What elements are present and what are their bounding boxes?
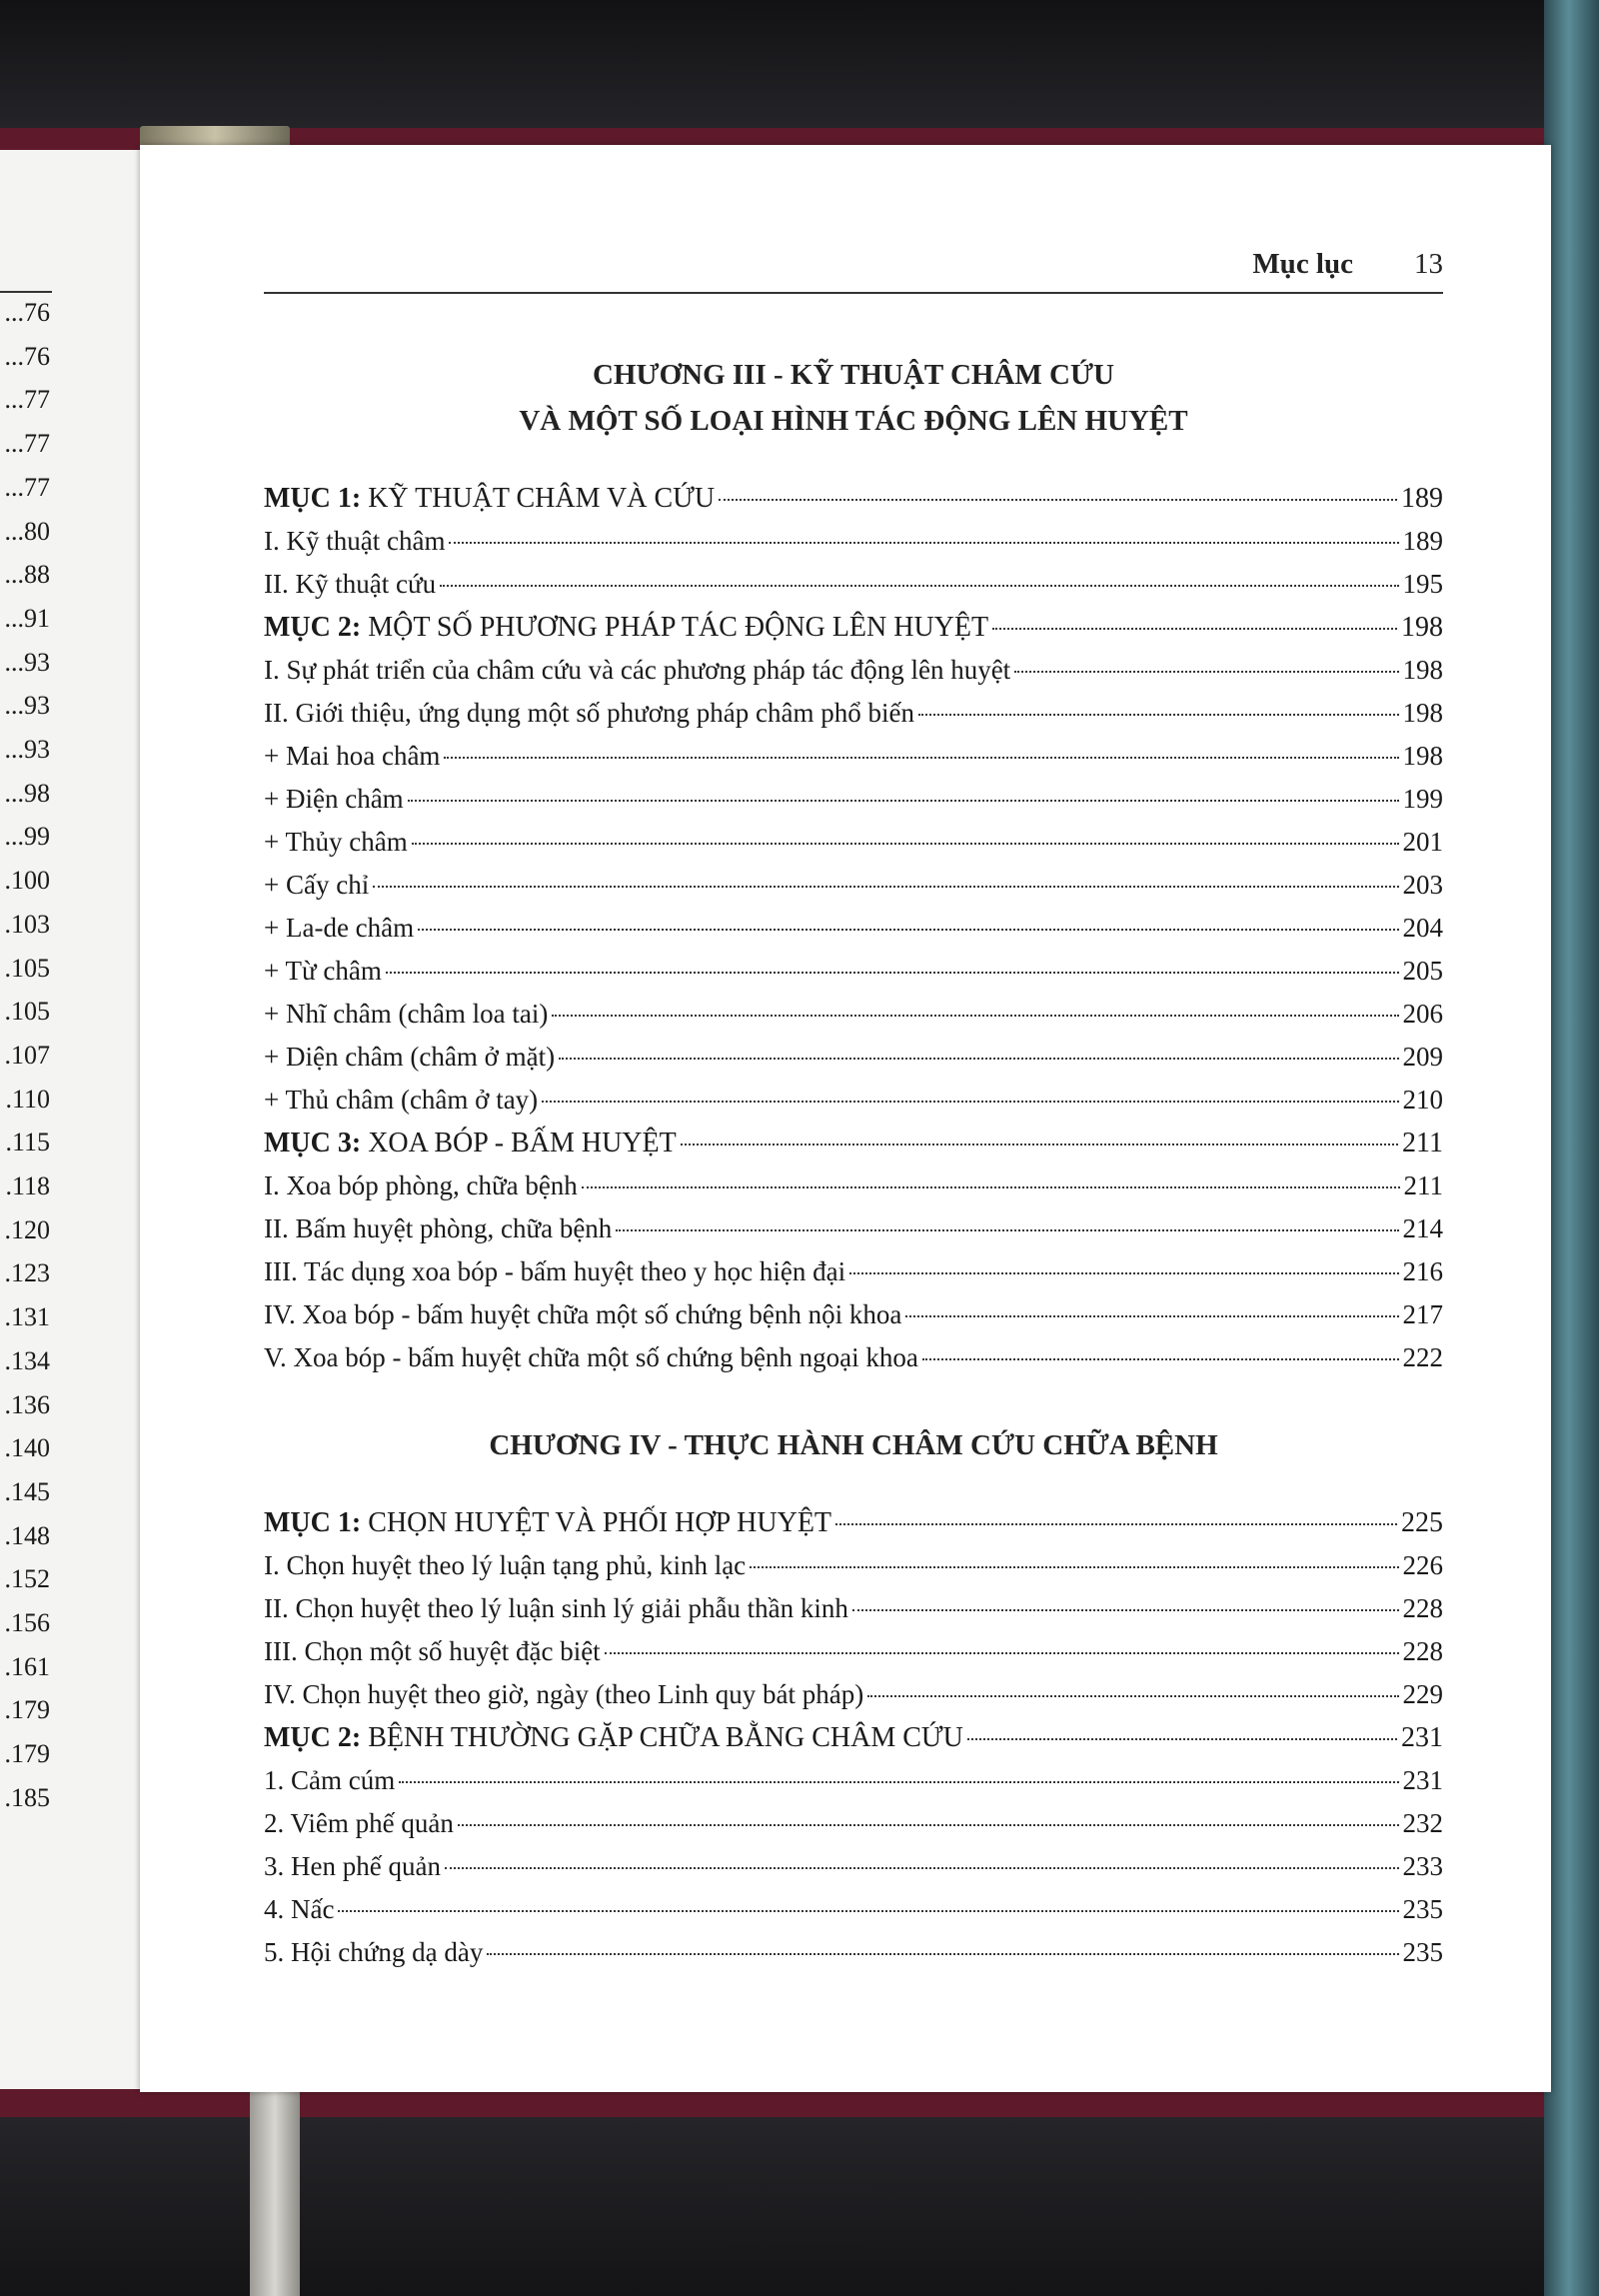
toc-entry-label <box>264 1170 578 1201</box>
toc-page-number: 229 <box>1402 1679 1443 1709</box>
toc-entry <box>264 1299 1443 1342</box>
toc-entry-text: IV. Xoa bóp - bấm huyệt chữa một số chứng bệnh nội khoa <box>264 1299 902 1329</box>
toc-dot-leader <box>418 929 1398 931</box>
toc-entry <box>264 1256 1443 1299</box>
toc-dot-leader <box>852 1609 1399 1611</box>
toc-dot-leader <box>1014 671 1398 673</box>
chapter-4-title-line: CHƯƠNG IV - THỰC HÀNH CHÂM CỨU CHỮA BỆNH <box>489 1429 1218 1461</box>
toc-entry-label <box>264 1593 848 1624</box>
toc-dot-leader <box>445 1867 1399 1869</box>
toc-dot-leader <box>444 757 1398 759</box>
toc-entry <box>264 1213 1443 1256</box>
toc-page-number: 231 <box>1401 1722 1443 1753</box>
toc-page-number: 211 <box>1403 1170 1443 1200</box>
toc-page-number: 195 <box>1402 569 1443 599</box>
left-page-number: .100 <box>4 866 50 896</box>
toc-entry <box>264 913 1443 956</box>
left-page-number: ...99 <box>4 822 50 852</box>
toc-dot-leader <box>605 1652 1399 1654</box>
toc-entry-label <box>264 698 914 729</box>
left-page-number: ...80 <box>4 516 50 546</box>
toc-entry-label <box>264 784 404 815</box>
toc-dot-leader <box>373 886 1398 888</box>
toc-entry-label <box>264 1937 483 1968</box>
toc-entry-text: III. Tác dụng xoa bóp - bấm huyệt theo y học hiện đại <box>264 1256 846 1286</box>
toc-page-number: 210 <box>1402 1085 1443 1115</box>
toc-entry-text: XOA BÓP - BẤM HUYỆT <box>361 1128 677 1158</box>
toc-entry-label <box>264 569 436 600</box>
toc-dot-leader <box>918 714 1399 716</box>
toc-page-number: 198 <box>1402 741 1443 771</box>
left-page-number: .185 <box>4 1782 50 1812</box>
toc-entry-label <box>264 1213 612 1244</box>
scanner-background-top <box>0 0 1599 140</box>
toc-entry-text: 3. Hen phế quản <box>264 1851 441 1881</box>
toc-entry-text: II. Bấm huyệt phòng, chữa bệnh <box>264 1213 613 1243</box>
toc-entry-text: V. Xoa bóp - bấm huyệt chữa một số chứng bệnh ngoại khoa <box>264 1342 918 1372</box>
toc-entry-text: CHỌN HUYỆT VÀ PHỐI HỢP HUYỆT <box>361 1507 832 1538</box>
left-page-number: ...77 <box>4 472 50 502</box>
toc-entry-text: + Từ châm <box>264 956 382 986</box>
toc-dot-leader <box>440 585 1398 587</box>
toc-page-number: 216 <box>1402 1256 1443 1286</box>
toc-entry-text: + Mai hoa châm <box>264 741 441 771</box>
left-page-number: .110 <box>5 1084 50 1114</box>
toc-dot-leader <box>559 1058 1398 1060</box>
toc-entry-label <box>264 1128 677 1159</box>
toc-dot-leader <box>849 1272 1398 1274</box>
toc-entry-text: 1. Cảm cúm <box>264 1765 396 1795</box>
toc-entry <box>264 1042 1443 1085</box>
left-page-number: .156 <box>4 1608 50 1637</box>
left-page-number: .105 <box>4 953 50 983</box>
left-page-number: .103 <box>4 909 50 939</box>
toc-entry-text: III. Chọn một số huyệt đặc biệt <box>264 1636 601 1666</box>
toc-page-number: 226 <box>1402 1550 1443 1580</box>
toc-dot-leader <box>408 800 1399 802</box>
toc-dot-leader <box>487 1953 1398 1955</box>
toc-dot-leader <box>922 1358 1399 1360</box>
toc-section-prefix: MỤC 3: <box>264 1128 362 1158</box>
toc-entry <box>264 1593 1443 1636</box>
toc-entry-label <box>264 870 369 901</box>
toc-entry <box>264 1085 1443 1128</box>
left-page-header-rule <box>0 291 52 293</box>
chapter-3-title <box>264 352 1443 444</box>
toc-dot-leader <box>616 1229 1398 1231</box>
left-page-number: .134 <box>4 1345 50 1375</box>
toc-entry-text: I. Chọn huyệt theo lý luận tạng phủ, kinh lạc <box>264 1550 747 1580</box>
toc-entry-label <box>264 1342 918 1373</box>
toc-section-prefix: MỤC 1: <box>264 1507 362 1538</box>
left-page-number: ...93 <box>4 735 50 764</box>
toc-entry <box>264 1170 1443 1213</box>
left-page-number: ...77 <box>4 429 50 459</box>
toc-page-number: 211 <box>1402 1128 1443 1158</box>
toc-page-number: 235 <box>1402 1937 1443 1967</box>
toc-dot-leader <box>386 972 1399 974</box>
left-page-number: ...91 <box>4 603 50 633</box>
toc-page-number: 209 <box>1402 1042 1443 1072</box>
toc-page-number: 206 <box>1402 999 1443 1029</box>
toc-entry-text: + Cấy chỉ <box>264 870 370 900</box>
toc-dot-leader <box>681 1144 1398 1146</box>
toc-entry <box>264 1937 1443 1980</box>
left-page-number: .140 <box>4 1433 50 1463</box>
toc-page-number: 235 <box>1402 1894 1443 1924</box>
toc-entry-text: MỘT SỐ PHƯƠNG PHÁP TÁC ĐỘNG LÊN HUYỆT <box>361 612 989 643</box>
toc-entry-text: 2. Viêm phế quản <box>264 1808 454 1838</box>
toc-entry-label <box>264 1894 334 1925</box>
toc-entry-text: KỸ THUẬT CHÂM VÀ CỨU <box>361 483 716 514</box>
toc-page-number: 233 <box>1402 1851 1443 1881</box>
toc-page-number: 214 <box>1402 1213 1443 1243</box>
toc-dot-leader <box>412 843 1399 845</box>
left-page-number: ...77 <box>4 385 50 415</box>
toc-page-number: 205 <box>1402 956 1443 986</box>
toc-page-number: 232 <box>1402 1808 1443 1838</box>
left-page-number: ...76 <box>4 341 50 371</box>
header-page-number: 13 <box>1414 248 1443 280</box>
left-page-number: .107 <box>4 1040 50 1070</box>
toc-entry-label <box>264 1550 746 1581</box>
toc-dot-leader <box>835 1523 1397 1525</box>
chapter-3-title-line-1: CHƯƠNG III - KỸ THUẬT CHÂM CỨU <box>592 359 1114 391</box>
toc-entry-label <box>264 1042 555 1073</box>
toc-entry <box>264 569 1443 612</box>
toc-entry-label <box>264 1851 441 1882</box>
toc-section-entry <box>264 1722 1443 1765</box>
toc-entry-text: + Nhĩ châm (châm loa tai) <box>264 999 549 1029</box>
header-title: Mục lục <box>1252 248 1353 280</box>
toc-entry <box>264 526 1443 569</box>
left-page-number: .152 <box>4 1564 50 1594</box>
toc-entry-text: II. Chọn huyệt theo lý luận sinh lý giải phẫu thần kinh <box>264 1593 848 1623</box>
toc-entry-label <box>264 1636 601 1667</box>
toc-entry-label <box>264 956 382 987</box>
toc-page-number: 198 <box>1402 655 1443 685</box>
left-page-number: .131 <box>4 1302 50 1332</box>
toc-entry-text: + Điện châm <box>264 784 404 814</box>
toc-entry <box>264 1342 1443 1385</box>
toc-entry-label <box>264 1679 863 1710</box>
toc-entry <box>264 1851 1443 1894</box>
toc-dot-leader <box>992 628 1397 630</box>
toc-dot-leader <box>719 499 1397 501</box>
toc-entry <box>264 1636 1443 1679</box>
toc-entry-text: IV. Chọn huyệt theo giờ, ngày (theo Linh quy bát pháp) <box>264 1679 864 1709</box>
toc-section-prefix: MỤC 1: <box>264 483 362 514</box>
left-page-number: .136 <box>4 1389 50 1419</box>
chapter-4-toc <box>264 1507 1443 1980</box>
toc-entry <box>264 827 1443 870</box>
toc-page-number: 228 <box>1402 1636 1443 1666</box>
left-page-number: .105 <box>4 997 50 1027</box>
toc-section-entry <box>264 1128 1443 1170</box>
toc-entry <box>264 1679 1443 1722</box>
toc-section-entry <box>264 483 1443 526</box>
toc-dot-leader <box>338 1910 1398 1912</box>
left-page-number: .115 <box>5 1128 50 1157</box>
toc-page-number: 198 <box>1401 612 1443 643</box>
toc-page-number: 189 <box>1401 483 1443 514</box>
toc-entry <box>264 1808 1443 1851</box>
toc-entry <box>264 698 1443 741</box>
toc-dot-leader <box>449 542 1398 544</box>
toc-entry <box>264 1765 1443 1808</box>
toc-entry-text: BỆNH THƯỜNG GẶP CHỮA BẰNG CHÂM CỨU <box>361 1722 963 1753</box>
toc-entry-label <box>264 999 548 1030</box>
toc-entry-label <box>264 483 715 515</box>
left-page-number: .179 <box>4 1739 50 1769</box>
toc-dot-leader <box>542 1101 1398 1103</box>
toc-entry-text: + Thủy châm <box>264 827 408 857</box>
toc-entry-label <box>264 1085 538 1116</box>
toc-entry-text: + Diện châm (châm ở mặt) <box>264 1042 556 1072</box>
toc-entry-text: + Thủ châm (châm ở tay) <box>264 1085 539 1115</box>
toc-page-number: 222 <box>1402 1342 1443 1372</box>
toc-page-number: 199 <box>1402 784 1443 814</box>
left-page-number: .148 <box>4 1520 50 1550</box>
toc-section-prefix: MỤC 2: <box>264 612 362 643</box>
toc-dot-leader <box>967 1738 1397 1740</box>
toc-entry-label <box>264 1808 454 1839</box>
toc-entry-label <box>264 655 1010 686</box>
toc-entry <box>264 1550 1443 1593</box>
chapter-3-toc <box>264 483 1443 1385</box>
toc-dot-leader <box>867 1695 1398 1697</box>
toc-entry <box>264 784 1443 827</box>
left-page-number: .145 <box>4 1476 50 1506</box>
left-page-number: .120 <box>4 1214 50 1244</box>
toc-section-entry <box>264 612 1443 655</box>
toc-entry-label <box>264 526 445 557</box>
left-page-number: .179 <box>4 1695 50 1725</box>
left-page-number: ...93 <box>4 647 50 677</box>
toc-page-number: 189 <box>1402 526 1443 556</box>
toc-entry <box>264 999 1443 1042</box>
toc-entry-text: I. Sự phát triển của châm cứu và các phương pháp tác động lên huyệt <box>264 655 1011 685</box>
toc-entry-label <box>264 1507 831 1539</box>
toc-page-number: 204 <box>1402 913 1443 943</box>
toc-entry <box>264 1894 1443 1937</box>
toc-entry <box>264 741 1443 784</box>
toc-entry-label <box>264 913 414 944</box>
toc-page-number: 228 <box>1402 1593 1443 1623</box>
toc-entry <box>264 870 1443 913</box>
header-rule <box>264 292 1443 294</box>
toc-entry-label <box>264 1299 901 1330</box>
toc-entry-label <box>264 1765 395 1796</box>
toc-entry-label <box>264 612 988 644</box>
left-page-number: .118 <box>5 1171 50 1200</box>
toc-entry-label <box>264 827 408 858</box>
bookmark-ribbon-bottom <box>250 2089 300 2296</box>
chapter-4-title <box>264 1422 1443 1468</box>
left-page-number: ...93 <box>4 691 50 721</box>
toc-entry-text: II. Giới thiệu, ứng dụng một số phương pháp châm phổ biến <box>264 698 914 728</box>
toc-entry-text: II. Kỹ thuật cứu <box>264 569 437 599</box>
toc-section-prefix: MỤC 2: <box>264 1722 362 1753</box>
toc-dot-leader <box>458 1824 1399 1826</box>
left-page-number: .123 <box>4 1258 50 1288</box>
toc-page-number: 231 <box>1402 1765 1443 1795</box>
toc-page-number: 217 <box>1402 1299 1443 1329</box>
left-page-number: .161 <box>4 1651 50 1681</box>
toc-section-entry <box>264 1507 1443 1550</box>
toc-dot-leader <box>750 1566 1398 1568</box>
scanner-edge-strip <box>1544 0 1599 2296</box>
scanner-background-bottom <box>0 2109 1599 2296</box>
toc-entry-label <box>264 741 440 772</box>
toc-entry <box>264 956 1443 999</box>
left-page-number: ...76 <box>4 298 50 327</box>
left-page-number: ...98 <box>4 778 50 808</box>
toc-page-number: 198 <box>1402 698 1443 728</box>
toc-entry-label <box>264 1722 963 1754</box>
toc-dot-leader <box>552 1015 1398 1017</box>
toc-page-number: 203 <box>1402 870 1443 900</box>
toc-entry-label <box>264 1256 845 1287</box>
toc-entry <box>264 655 1443 698</box>
toc-dot-leader <box>399 1781 1398 1783</box>
toc-page-number: 225 <box>1401 1507 1443 1538</box>
toc-page-number: 201 <box>1402 827 1443 857</box>
toc-entry-text: I. Xoa bóp phòng, chữa bệnh <box>264 1170 578 1200</box>
toc-entry-text: I. Kỹ thuật châm <box>264 526 446 556</box>
toc-dot-leader <box>905 1315 1398 1317</box>
toc-entry-text: 5. Hội chứng dạ dày <box>264 1937 484 1967</box>
left-page-number: ...88 <box>4 560 50 590</box>
toc-dot-leader <box>582 1186 1400 1188</box>
chapter-3-title-line-2: VÀ MỘT SỐ LOẠI HÌNH TÁC ĐỘNG LÊN HUYỆT <box>519 405 1188 437</box>
toc-entry-text: + La-de châm <box>264 913 415 943</box>
toc-entry-text: 4. Nấc <box>264 1894 335 1924</box>
page-header <box>264 248 1443 292</box>
